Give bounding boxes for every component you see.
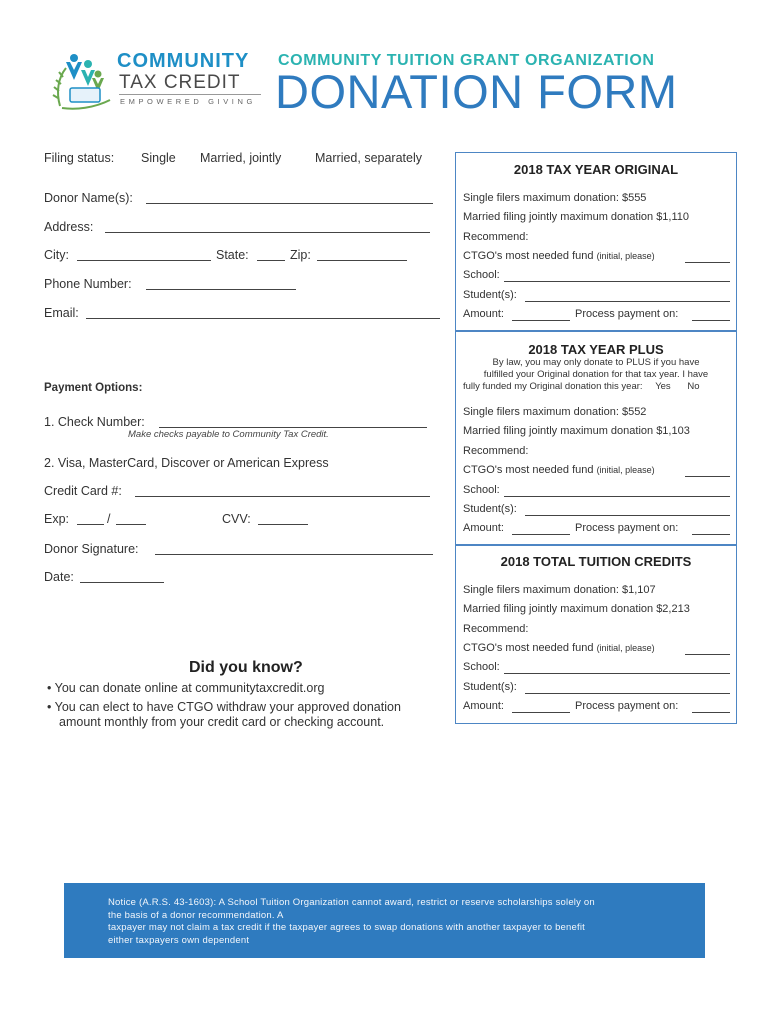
plus-note-line3-text: fully funded my Original donation this year: [463, 381, 643, 392]
plus-yes-option[interactable]: Yes [655, 381, 671, 392]
total-fund-note: (initial, please) [596, 643, 655, 653]
filing-option-single[interactable]: Single [141, 151, 176, 165]
original-process-text: Process payment on: [575, 308, 679, 320]
email-label: Email: [44, 306, 79, 320]
total-amount-row [463, 700, 728, 716]
original-fund-text: CTGO's most needed fund [463, 250, 594, 262]
filing-option-married-separately[interactable]: Married, separately [315, 151, 422, 165]
original-fund-note: (initial, please) [596, 251, 655, 261]
total-students-row [463, 681, 728, 697]
state-field[interactable] [257, 260, 285, 261]
credit-card-label: Credit Card #: [44, 484, 122, 498]
plus-recommend [463, 445, 728, 461]
plus-process-text: Process payment on: [575, 522, 679, 534]
original-students-row [463, 289, 728, 305]
plus-fund-note: (initial, please) [596, 465, 655, 475]
date-field[interactable] [80, 582, 164, 583]
logo-tagline: EMPOWERED GIVING [120, 97, 256, 106]
exp-month-field[interactable] [77, 524, 104, 525]
exp-label: Exp: [44, 512, 70, 526]
state-label: State: [216, 248, 249, 262]
plus-fund-row [463, 464, 728, 480]
plus-married-max-text: Married filing jointly maximum donation $1,103 [463, 425, 690, 437]
total-process-field[interactable] [692, 712, 730, 713]
did-you-know-bullet-online: • You can donate online at communitytaxcredit.org [47, 681, 325, 695]
donor-names-field[interactable] [146, 203, 433, 204]
phone-label: Phone Number: [44, 277, 132, 291]
original-recommend-text: Recommend: [463, 231, 529, 243]
original-school-text: School: [463, 269, 500, 281]
plus-amount-text: Amount: [463, 522, 504, 534]
payment-options-heading: Payment Options: [44, 382, 143, 394]
notice-line-4: either taxpayers own dependent [108, 934, 250, 946]
phone-field[interactable] [146, 289, 296, 290]
plus-school-row [463, 484, 728, 500]
original-married-max-text: Married filing jointly maximum donation $1,110 [463, 211, 690, 223]
panel-total-tuition-credits [455, 545, 737, 724]
total-single-max-text: Single filers maximum donation: $1,107 [463, 584, 656, 596]
donor-signature-field[interactable] [155, 554, 433, 555]
credit-card-field[interactable] [135, 496, 430, 497]
filing-option-married-jointly[interactable]: Married, jointly [200, 151, 282, 165]
plus-amount-field[interactable] [512, 534, 570, 535]
legal-notice-text [108, 897, 668, 947]
total-fund-field[interactable] [685, 654, 730, 655]
total-school-text: School: [463, 661, 500, 673]
zip-label: Zip: [290, 248, 311, 262]
plus-school-text: School: [463, 484, 500, 496]
original-school-row [463, 269, 728, 285]
exp-slash: / [107, 512, 111, 526]
original-single-max [463, 192, 728, 208]
original-amount-row [463, 308, 728, 324]
legal-notice-box [64, 883, 705, 958]
panel-plus-heading: 2018 TAX YEAR PLUS [528, 342, 664, 357]
email-field[interactable] [86, 318, 440, 319]
panel-total-heading: 2018 TOTAL TUITION CREDITS [500, 554, 692, 569]
plus-fund-field[interactable] [685, 476, 730, 477]
total-school-row [463, 661, 728, 677]
plus-single-max-text: Single filers maximum donation: $552 [463, 406, 647, 418]
total-process-text: Process payment on: [575, 700, 679, 712]
total-students-field[interactable] [525, 693, 730, 694]
notice-line-1: Notice (A.R.S. 43-1603): A School Tuition Organization cannot award, restrict or reserve scholarships solely on [108, 897, 595, 908]
original-school-field[interactable] [504, 281, 730, 282]
plus-students-field[interactable] [525, 515, 730, 516]
zip-field[interactable] [317, 260, 407, 261]
original-fund-row [463, 250, 728, 266]
check-payable-hint: Make checks payable to Community Tax Credit. [128, 429, 329, 440]
original-amount-field[interactable] [512, 320, 570, 321]
cvv-label: CVV: [222, 512, 251, 526]
total-fund-row [463, 642, 728, 658]
notice-line-3: taxpayer may not claim a tax credit if the taxpayer agrees to swap donations with another taxpayer to benefit [108, 922, 585, 933]
total-school-field[interactable] [504, 673, 730, 674]
did-you-know-bullet-withdraw: • You can elect to have CTGO withdraw your approved donation [47, 700, 401, 714]
panel-tax-year-original [455, 152, 737, 331]
panel-original-heading: 2018 TAX YEAR ORIGINAL [513, 162, 679, 177]
community-tax-credit-logo [50, 48, 265, 112]
plus-recommend-text: Recommend: [463, 445, 529, 457]
plus-school-field[interactable] [504, 496, 730, 497]
total-recommend [463, 623, 728, 639]
exp-year-field[interactable] [116, 524, 146, 525]
original-students-text: Student(s): [463, 289, 517, 301]
donor-names-label: Donor Name(s): [44, 191, 133, 205]
city-field[interactable] [77, 260, 211, 261]
total-amount-field[interactable] [512, 712, 570, 713]
logo-word-community: COMMUNITY [117, 50, 250, 72]
date-label: Date: [44, 570, 74, 584]
donor-signature-label: Donor Signature: [44, 542, 139, 556]
plus-note-line1: By law, you may only donate to PLUS if you have [492, 357, 700, 368]
total-fund-text: CTGO's most needed fund [463, 642, 594, 654]
plus-amount-row [463, 522, 728, 538]
panel-tax-year-plus [455, 331, 737, 545]
plus-fund-text: CTGO's most needed fund [463, 464, 594, 476]
form-title: DONATION FORM [275, 65, 678, 118]
plus-students-row [463, 503, 728, 519]
plus-married-max [463, 425, 728, 441]
plus-single-max [463, 406, 728, 422]
community-logo-icon [50, 48, 120, 112]
total-amount-text: Amount: [463, 700, 504, 712]
original-fund-field[interactable] [685, 262, 730, 263]
plus-process-field[interactable] [692, 534, 730, 535]
total-married-max-text: Married filing jointly maximum donation $2,213 [463, 603, 690, 615]
total-recommend-text: Recommend: [463, 623, 529, 635]
original-amount-text: Amount: [463, 308, 504, 320]
cvv-field[interactable] [258, 524, 308, 525]
total-married-max [463, 603, 728, 619]
total-single-max [463, 584, 728, 600]
original-process-field[interactable] [692, 320, 730, 321]
check-number-label: 1. Check Number: [44, 415, 145, 429]
plus-note-line2: fulfilled your Original donation for that tax year. I have [483, 369, 709, 380]
plus-note-line3 [463, 381, 736, 393]
plus-no-option[interactable]: No [687, 381, 700, 392]
original-recommend [463, 231, 728, 247]
logo-word-tax-credit: TAX CREDIT [119, 72, 241, 93]
logo-divider [119, 94, 261, 95]
plus-students-text: Student(s): [463, 503, 517, 515]
original-married-max [463, 211, 728, 227]
did-you-know-heading: Did you know? [189, 659, 303, 676]
total-students-text: Student(s): [463, 681, 517, 693]
original-students-field[interactable] [525, 301, 730, 302]
filing-status-label: Filing status: [44, 151, 115, 165]
original-single-max-text: Single filers maximum donation: $555 [463, 192, 647, 204]
card-types-label: 2. Visa, MasterCard, Discover or American Express [44, 456, 329, 470]
city-label: City: [44, 248, 69, 262]
check-number-field[interactable] [159, 427, 427, 428]
address-label: Address: [44, 220, 94, 234]
did-you-know-bullet-withdraw-cont: amount monthly from your credit card or checking account. [59, 715, 385, 729]
organization-title: COMMUNITY TUITION GRANT ORGANIZATION [278, 52, 655, 69]
address-field[interactable] [105, 232, 430, 233]
notice-line-2: the basis of a donor recommendation. A [108, 909, 284, 921]
